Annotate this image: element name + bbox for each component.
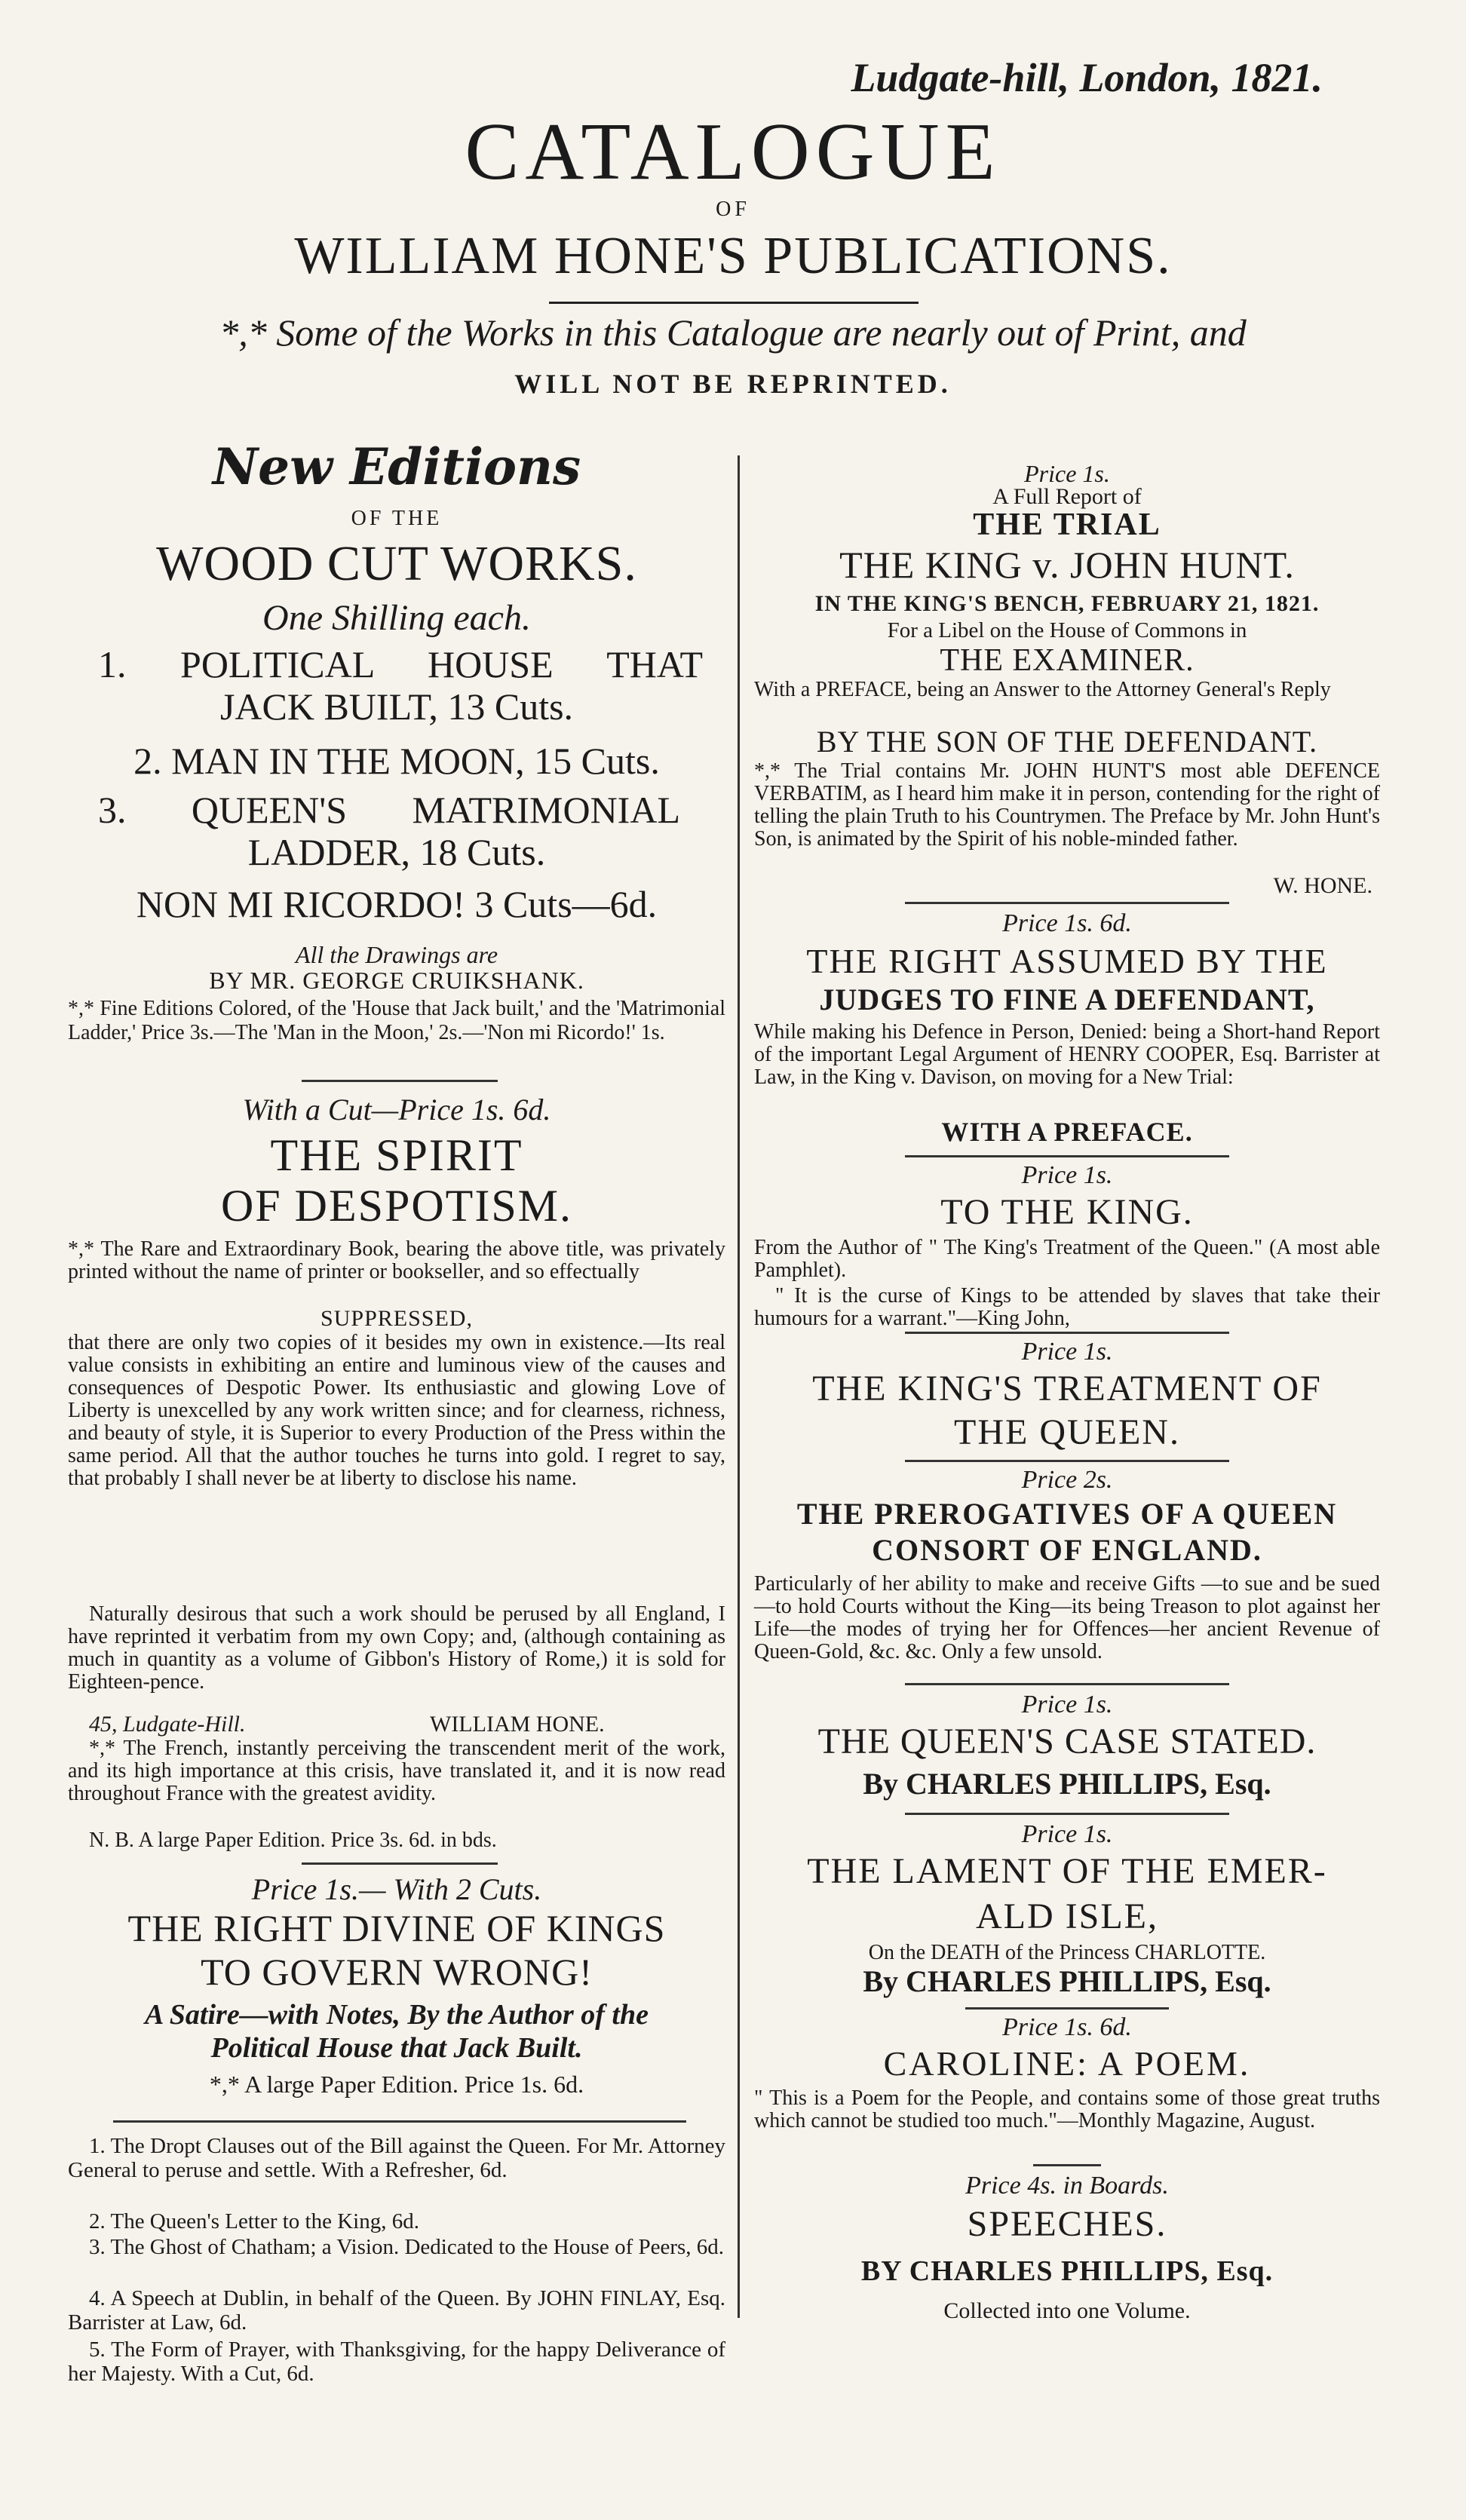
spirit-title-1: THE SPIRIT bbox=[270, 1130, 523, 1180]
toking-title: TO THE KING. bbox=[940, 1192, 1194, 1232]
caroline-price: Price 1s. 6d. bbox=[1002, 2013, 1132, 2041]
trial-libel: For a Libel on the House of Commons in bbox=[887, 618, 1247, 642]
woodcut-item-3-line1: 3. QUEEN'S MATRIMONIAL bbox=[98, 789, 680, 831]
woodcut-item-1-line1: 1. POLITICAL HOUSE THAT bbox=[98, 643, 703, 685]
treatment-title-1: THE KING'S TREATMENT OF bbox=[812, 1369, 1322, 1409]
treatment-price: Price 1s. bbox=[1021, 1338, 1113, 1366]
toking-body: From the Author of " The King's Treatment of the Queen." (A most able Pamphlet). bbox=[754, 1236, 1380, 1282]
new-editions-heading: New Editions bbox=[212, 437, 581, 496]
drawings-are: All the Drawings are bbox=[295, 941, 498, 968]
woodcut-item-2: 2. MAN IN THE MOON, 15 Cuts. bbox=[133, 740, 660, 782]
divine-subtitle-2: Political House that Jack Built. bbox=[210, 2032, 583, 2064]
trial-title: THE TRIAL bbox=[973, 507, 1161, 542]
suppressed: SUPPRESSED, bbox=[320, 1306, 473, 1331]
of-word: OF bbox=[716, 198, 750, 221]
rule bbox=[905, 1332, 1229, 1334]
rule bbox=[905, 1460, 1229, 1462]
rule bbox=[905, 1683, 1229, 1685]
rule bbox=[1033, 2164, 1101, 2166]
column-divider bbox=[738, 455, 740, 2318]
signature-address: 45, Ludgate-Hill. bbox=[89, 1712, 246, 1737]
by-cruikshank: BY MR. GEORGE CRUIKSHANK. bbox=[209, 967, 584, 994]
treatment-title-2: THE QUEEN. bbox=[954, 1412, 1180, 1452]
case-price: Price 1s. bbox=[1021, 1691, 1113, 1718]
rule bbox=[905, 1813, 1229, 1815]
prerogatives-title-2: CONSORT OF ENGLAND. bbox=[872, 1533, 1262, 1567]
trial-preface: With a PREFACE, being an Answer to the Attorney General's Reply bbox=[754, 678, 1331, 701]
trial-note: *,* The Trial contains Mr. JOHN HUNT'S most able DEFENCE VERBATIM, as I heard him make it in person, contending for the right of telling the plain Truth to his Countrymen. The Preface by Mr. John Hunt's Son, is animated by the Spirit of his noble-minded father. bbox=[754, 759, 1380, 851]
spirit-title-2: OF DESPOTISM. bbox=[220, 1181, 573, 1231]
non-mi-ricordo: NON MI RICORDO! 3 Cuts—6d. bbox=[136, 883, 658, 925]
trial-signature-line bbox=[754, 873, 1380, 897]
publications-title: WILLIAM HONE'S PUBLICATIONS. bbox=[294, 227, 1172, 285]
woodcut-item-1-line2: JACK BUILT, 13 Cuts. bbox=[219, 685, 574, 728]
trial-examiner: THE EXAMINER. bbox=[940, 643, 1195, 678]
signature-line bbox=[68, 1712, 725, 1737]
assumed-preface: WITH A PREFACE. bbox=[941, 1117, 1193, 1147]
of-the: OF THE bbox=[351, 507, 443, 530]
case-by: By CHARLES PHILLIPS, Esq. bbox=[863, 1767, 1271, 1801]
list-item-5: 5. The Form of Prayer, with Thanksgiving, for the happy Deliverance of her Majesty. With a Cut, 6d. bbox=[68, 2338, 725, 2386]
trial-case: THE KING v. JOHN HUNT. bbox=[839, 544, 1295, 586]
colored-note: *,* Fine Editions Colored, of the 'House that Jack built,' and the 'Matrimonial Ladder,' Price 3s.—The 'Man in the Moon,' 2s.—'Non mi Ricordo!' 1s. bbox=[68, 997, 725, 1044]
woodcut-item-3 bbox=[68, 788, 725, 874]
assumed-title-2: JUDGES TO FINE A DEFENDANT, bbox=[819, 983, 1315, 1016]
assumed-price: Price 1s. 6d. bbox=[1002, 909, 1132, 937]
list-item-3: 3. The Ghost of Chatham; a Vision. Dedicated to the House of Peers, 6d. bbox=[89, 2235, 725, 2259]
lament-title-2: ALD ISLE, bbox=[976, 1896, 1158, 1936]
lament-on: On the DEATH of the Princess CHARLOTTE. bbox=[868, 1941, 1266, 1964]
woodcut-item-1 bbox=[68, 642, 725, 728]
list-item-4: 4. A Speech at Dublin, in behalf of the Queen. By JOHN FINLAY, Esq. Barrister at Law, 6d. bbox=[68, 2286, 725, 2335]
rule bbox=[905, 902, 1229, 904]
spirit-paragraph-3: Naturally desirous that such a work should be perused by all England, I have reprinted it verbatim from my own Copy; and, (although containing as much in quantity as a volume of Gibbon's History of Rome,) it is sold for Eighteen-pence. bbox=[68, 1602, 725, 1694]
header-rule bbox=[549, 302, 919, 304]
caroline-title: CAROLINE: A POEM. bbox=[883, 2044, 1251, 2083]
toking-quote: " It is the curse of Kings to be attended by slaves that take their humours for a warrant."—King John, bbox=[754, 1284, 1380, 1330]
speeches-price: Price 4s. in Boards. bbox=[965, 2172, 1169, 2200]
rule bbox=[965, 2007, 1169, 2010]
list-item-1: 1. The Dropt Clauses out of the Bill against the Queen. For Mr. Attorney General to peruse and settle. With a Refresher, 6d. bbox=[68, 2134, 725, 2182]
divine-price: Price 1s.— With 2 Cuts. bbox=[251, 1872, 542, 1906]
assumed-title-1: THE RIGHT ASSUMED BY THE bbox=[806, 942, 1328, 980]
caroline-quote: " This is a Poem for the People, and contains some of those great truths which cannot be studied too much."—Monthly Magazine, August. bbox=[754, 2086, 1380, 2132]
case-title: THE QUEEN'S CASE STATED. bbox=[817, 1721, 1317, 1761]
prerogatives-price: Price 2s. bbox=[1021, 1466, 1113, 1494]
notice-line-1: *,* Some of the Works in this Catalogue are nearly out of Print, and bbox=[219, 311, 1247, 354]
trial-signature: W. HONE. bbox=[1273, 873, 1372, 898]
lament-title-1: THE LAMENT OF THE EMER- bbox=[807, 1851, 1327, 1891]
rule bbox=[905, 1155, 1229, 1157]
divine-title-1: THE RIGHT DIVINE OF KINGS bbox=[127, 1907, 666, 1949]
prerogatives-body: Particularly of her ability to make and receive Gifts —to sue and be sued—to hold Courts without the King—its being Treason to plot against her Life—the modes of trying her for Offences—her ancient Revenue of Queen-Gold, &c. &c. Only a few unsold. bbox=[754, 1572, 1380, 1663]
one-shilling: One Shilling each. bbox=[262, 598, 531, 638]
rule bbox=[302, 1862, 498, 1865]
notice-line-2: WILL NOT BE REPRINTED. bbox=[514, 369, 952, 399]
trial-son: BY THE SON OF THE DEFENDANT. bbox=[816, 725, 1318, 759]
signature-name: WILLIAM HONE. bbox=[430, 1712, 605, 1737]
rule bbox=[113, 2120, 686, 2123]
spirit-price: With a Cut—Price 1s. 6d. bbox=[242, 1093, 551, 1127]
list-item-2: 2. The Queen's Letter to the King, 6d. bbox=[89, 2209, 419, 2233]
page-title: CATALOGUE bbox=[465, 107, 1001, 197]
toking-price: Price 1s. bbox=[1021, 1161, 1113, 1189]
divine-large-paper: *,* A large Paper Edition. Price 1s. 6d. bbox=[209, 2071, 584, 2098]
spirit-large-paper: N. B. A large Paper Edition. Price 3s. 6d. in bds. bbox=[89, 1829, 497, 1852]
trial-court: IN THE KING'S BENCH, FEBRUARY 21, 1821. bbox=[814, 591, 1320, 616]
spirit-paragraph-4: *,* The French, instantly perceiving the transcendent merit of the work, and its high importance at this crisis, have translated it, and it is now read throughout France with the greatest avidity. bbox=[68, 1737, 725, 1805]
trial-price: Price 1s. bbox=[1024, 460, 1110, 487]
lament-price: Price 1s. bbox=[1021, 1820, 1113, 1848]
speeches-title: SPEECHES. bbox=[967, 2204, 1167, 2244]
place-date: Ludgate-hill, London, 1821. bbox=[851, 55, 1323, 100]
spirit-paragraph-2: that there are only two copies of it besides my own in existence.—Its real value consists in exhibiting an entire and luminous view of the causes and consequences of Despotic Power. Its enthusiastic and glowing Love of Liberty is unexcelled by any work written since; and for clearness, richness, and beauty of style, it is Superior to every Production of the Press within the same period. All that the author touches he turns into gold. I regret to say, that probably I shall never be at liberty to disclose his name. bbox=[68, 1331, 725, 1490]
prerogatives-title-1: THE PREROGATIVES OF A QUEEN bbox=[796, 1497, 1338, 1531]
woodcut-title: WOOD CUT WORKS. bbox=[156, 536, 637, 591]
divine-subtitle-1: A Satire—with Notes, By the Author of the bbox=[145, 1999, 649, 2031]
rule bbox=[302, 1080, 498, 1082]
divine-title-2: TO GOVERN WRONG! bbox=[201, 1951, 593, 1993]
speeches-by: BY CHARLES PHILLIPS, Esq. bbox=[860, 2255, 1274, 2287]
lament-by: By CHARLES PHILLIPS, Esq. bbox=[863, 1964, 1271, 1998]
assumed-body: While making his Defence in Person, Denied: being a Short-hand Report of the important Legal Argument of HENRY COOPER, Esq. Barrister at Law, in the King v. Davison, on moving for a New Trial: bbox=[754, 1020, 1380, 1089]
trial-full-report: A Full Report of bbox=[992, 484, 1142, 509]
speeches-collected: Collected into one Volume. bbox=[943, 2298, 1191, 2323]
spirit-paragraph-1: *,* The Rare and Extraordinary Book, bearing the above title, was privately printed without the name of printer or bookseller, and so effectually bbox=[68, 1237, 725, 1283]
woodcut-item-3-line2: LADDER, 18 Cuts. bbox=[247, 831, 546, 873]
